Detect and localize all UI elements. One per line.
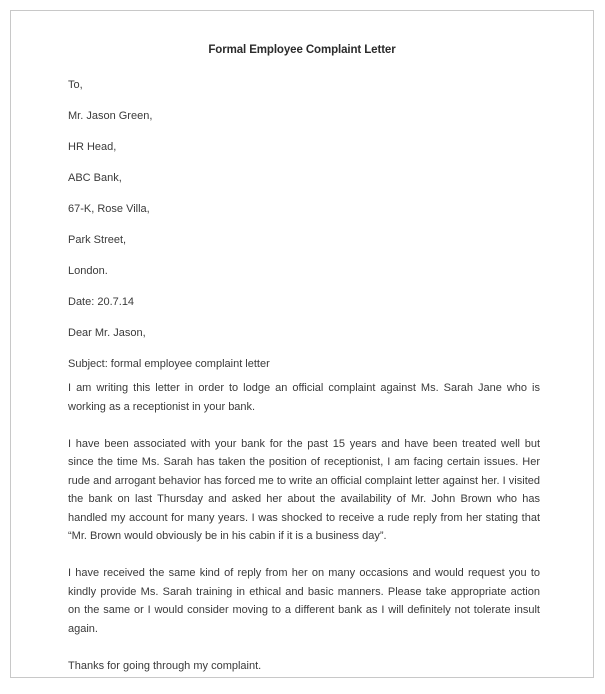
address-line-2: Park Street, [68, 234, 127, 246]
closing-line: Thanks for going through my complaint. [68, 659, 262, 672]
recipient-title: HR Head, [68, 141, 117, 153]
letter-body [68, 76, 540, 694]
recipient-name: Mr. Jason Green, [68, 110, 153, 122]
letter-page [10, 10, 594, 678]
address-city: London. [68, 265, 108, 277]
recipient-organization: ABC Bank, [68, 172, 122, 184]
body-paragraph-1: I am writing this letter in order to lodge an official complaint against Ms. Sarah Jane who is working as a receptionist in your bank. [68, 382, 540, 413]
salutation-to: To, [68, 79, 83, 91]
letter-date: Date: 20.7.14 [68, 296, 135, 308]
address-line-1: 67-K, Rose Villa, [68, 203, 150, 215]
body-paragraph-2: I have been associated with your bank for the past 15 years and have been treated well but since the time Ms. Sarah has taken the position of receptionist, I am facing certain issues. Her rude and arrogant behavior has forced me to write an official complaint letter against her. I visited the bank on last Thursday and asked her about the availability of Mr. John Brown who has handled my account for many years. I was shocked to receive a rude reply from her stating that “Mr. Brown would obviously be in his cabin if it is a business day”. [68, 437, 540, 542]
document-title: Formal Employee Complaint Letter [208, 44, 396, 56]
greeting: Dear Mr. Jason, [68, 327, 146, 339]
body-paragraph-3: I have received the same kind of reply from her on many occasions and would request you to kindly provide Ms. Sarah training in ethical and basic manners. Please take appropriate action on the same or I would consider moving to a different bank as I will definitely not tolerate insult again. [68, 567, 540, 635]
address-block [68, 76, 540, 379]
subject-line: Subject: formal employee complaint letter [68, 358, 270, 370]
